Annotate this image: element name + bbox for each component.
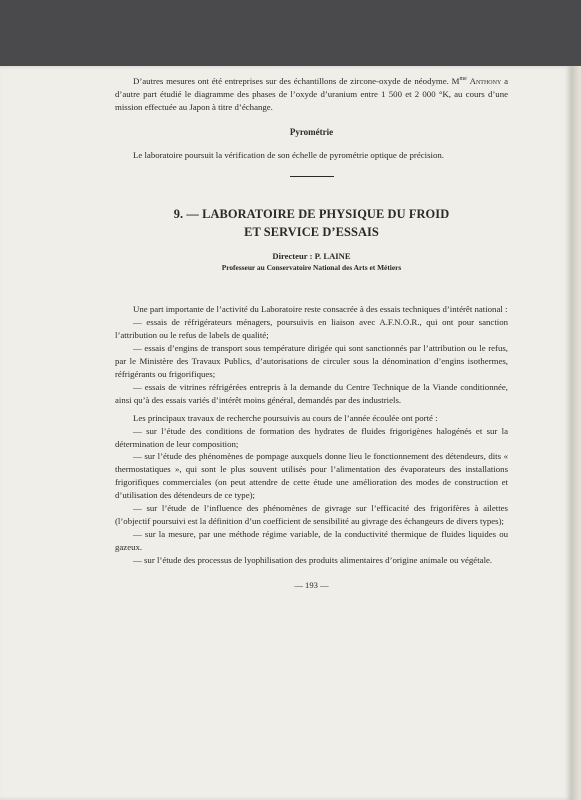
recherche-item-4: — sur la mesure, par une méthode régime variable, de la conductivité thermique de fluides liquides ou gazeux. xyxy=(115,528,508,552)
section-title xyxy=(115,205,508,241)
essais-item-2: — essais d’engins de transport sous température dirigée qui sont sanctionnés par l’attribution ou le refus, par le Ministère des Travaux Publics, d’autorisations de circuler sous la dénomination d’engins isothermes, réfrigérants ou frigorifiques; xyxy=(115,343,508,379)
page-content xyxy=(115,73,508,591)
essais-item-3: — essais de vitrines réfrigérées entrepris à la demande du Centre Technique de la Viande conditionnée, ainsi qu’à des essais variés d’intérêt moins général, demandés par des industriels. xyxy=(115,381,508,405)
recherche-item-3: — sur l’étude de l’influence des phénomènes de givrage sur l’efficacité des frigorifères à ailettes (l’objectif poursuivi est la définition d’un coefficient de sensibilité au givrage des échangeurs de divers types); xyxy=(115,503,508,526)
recherche-item-1: — sur l’étude des conditions de formation des hydrates de fluides frigorigènes halogénés et sur la détermination de leur composition; xyxy=(115,425,508,449)
pyrometrie-heading: Pyrométrie xyxy=(289,126,334,137)
intro-text-end: a d’autre part étudié le diagramme des phases de l’oxyde d’uranium entre 1 500 et 2 000 °K, au cours d’une mission effectuée au Japon à titre d’échange. xyxy=(115,75,508,112)
section-title-line2: ET SERVICE D’ESSAIS xyxy=(244,225,379,240)
intro-paragraph xyxy=(115,73,508,114)
section-divider xyxy=(290,176,334,177)
director-role: Professeur au Conservatoire National des Arts et Métiers xyxy=(221,263,402,273)
intro-text-start: D’autres mesures ont été entreprises sur des échantillons de zircone-oxyde de néodyme. M xyxy=(133,75,460,86)
intro-mme-superscript: me xyxy=(459,76,467,82)
recherche-item-5: — sur l’étude des processus de lyophilisation des produits alimentaires d’origine animale ou végétale. xyxy=(133,554,493,565)
section-title-line1: 9. — LABORATOIRE DE PHYSIQUE DU FROID xyxy=(173,207,450,222)
director-label: Directeur : P. LAINE xyxy=(272,251,351,262)
pyrometrie-paragraph: Le laboratoire poursuit la vérification de son échelle de pyrométrie optique de précision. xyxy=(133,149,444,160)
essais-item-1: — essais de réfrigérateurs ménagers, poursuivis en liaison avec A.F.N.O.R., qui ont pour sanction l’attribution ou le refus de labels de qualité; xyxy=(115,317,508,341)
director-block xyxy=(115,251,508,273)
intro-name: Anthony xyxy=(469,75,502,86)
recherche-item-2: — sur l’étude des phénomènes de pompage auxquels donne lieu le fonctionnement des détendeurs, dits « thermostatiques », qui sont le plus souvent utilisés pour l’alimentation des évaporateurs des installations frigorifiques commerciales (on peut attendre de cette étude une amélioration des modes de construction et d’utilisation des détendeurs de ce type); xyxy=(115,451,508,501)
page-edge xyxy=(571,66,581,800)
essais-intro: Une part importante de l’activité du Laboratoire reste consacrée à des essais techniques d’intérêt national : xyxy=(133,304,508,315)
recherche-intro: Les principaux travaux de recherche poursuivis au cours de l’année écoulée ont porté : xyxy=(133,412,438,423)
page-number: — 193 — xyxy=(294,579,329,590)
